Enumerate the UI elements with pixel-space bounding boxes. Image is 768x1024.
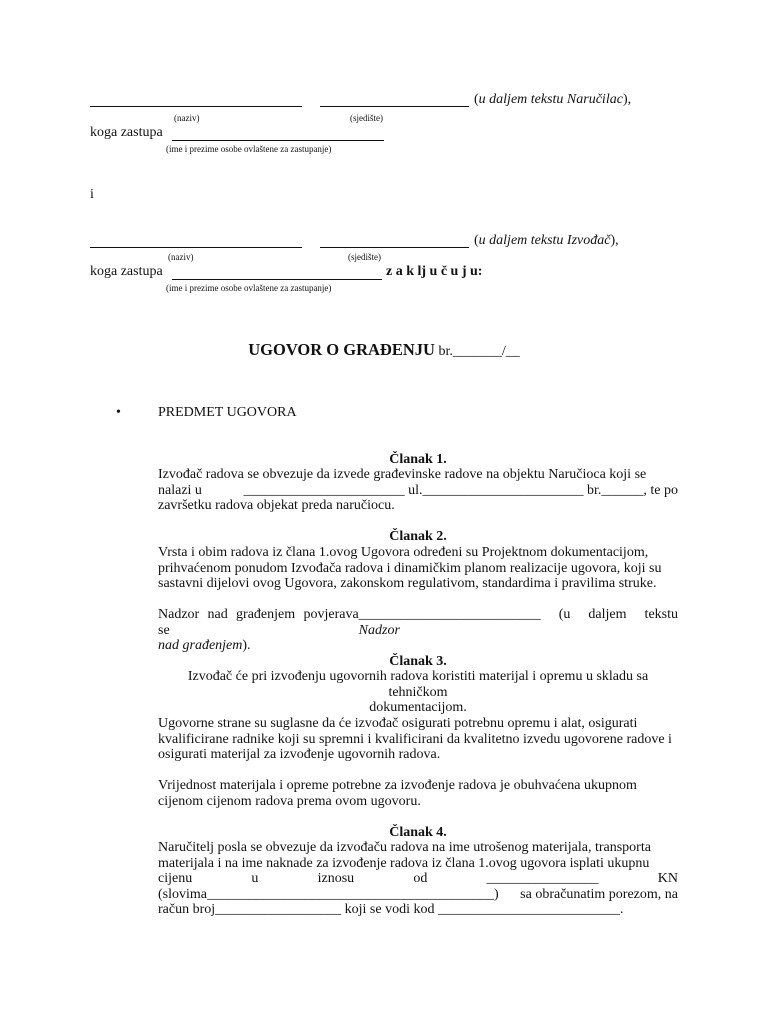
party2-naziv-label: (naziv) [168, 252, 194, 262]
article-4-line-2: materijala i na ime naknade za izvođenje radova iz člana 1.ovog ugovora isplati ukupnu [158, 855, 650, 871]
party1-koga-zastupa: koga zastupa [90, 125, 163, 140]
party2-name-line[interactable] [90, 235, 302, 248]
contract-title-main: UGOVOR O GRAĐENJU [248, 340, 435, 359]
party1-representative-line[interactable] [172, 128, 384, 141]
section-heading: PREDMET UGOVORA [158, 405, 297, 420]
party1-seat-line[interactable] [320, 94, 469, 107]
article-4-line-1: Naručitelj posla se obvezuje da izvođaču radova na ime utrošenog materijala, transporta [158, 840, 651, 855]
article-1-line-3: završetku radova objekat preda naručiocu. [158, 498, 395, 513]
zakljucuju-text: z a k lj u č u j u: [386, 264, 483, 279]
article-2-line-3: sastavni dijelovi ovog Ugovora, zakonskom regulativom, standardima i pravilima struke. [158, 576, 657, 591]
article-1-body [158, 467, 678, 514]
nadzor-line-2: nad građenjem). [158, 638, 251, 653]
article-4-line-5[interactable]: račun broj__________________ koji se vodi kod __________________________. [158, 902, 624, 917]
contract-number[interactable]: br._______/__ [438, 344, 520, 359]
article-3-paragraph-2: Vrijednost materijala i opreme potrebne za izvođenje radova je obuhvaćena ukupnom cijenom cijenom radova prema ovom ugovoru. [158, 778, 637, 809]
article-1-line-2: nalazi u _______________________ ul._______________________ br.______, te po [158, 482, 678, 498]
party2-koga-zastupa: koga zastupa [90, 264, 163, 279]
article-2-line-2: prihvaćenom ponudom Izvođača radova i dinamičkim planom realizacije ugovora, koji su [158, 560, 662, 576]
contract-title [0, 340, 768, 360]
article-2-nadzor [158, 607, 678, 654]
party1-naziv-label: (naziv) [174, 113, 200, 123]
article-2-heading: Članak 2. [389, 529, 447, 544]
party1-suffix: (u daljem tekstu Naručilac), [474, 92, 632, 107]
article-2-line-1: Vrsta i obim radova iz člana 1.ovog Ugovora određeni su Projektnom dokumentacijom, [158, 545, 649, 560]
article-3-paragraph-1: Ugovorne strane su suglasne da će izvođač osigurati potrebnu opremu i alat, osigurati kvalificirane radnike koji su spremni i kvalificirani da kvalitetno izvedu ugovorene radove i osigurati materijal za izvođenje ugovornih radova. [158, 716, 672, 762]
article-3-centered: Izvođač će pri izvođenju ugovornih radova koristiti materijal i opremu u skladu sa tehničkom dokumentacijom. [187, 669, 649, 715]
article-2-body [158, 545, 678, 592]
party1-ovlastena-label: (ime i prezime osobe ovlaštene za zastupanje) [166, 144, 332, 154]
article-4-heading: Članak 4. [389, 825, 447, 840]
article-1-heading: Članak 1. [389, 452, 447, 467]
party2-seat-line[interactable] [320, 235, 469, 248]
article-4-body [158, 840, 678, 918]
nadzor-line-1: Nadzor nad građenjem povjerava se __________________________ (u daljem tekstu Nadzor [158, 607, 678, 638]
article-1-line-1: Izvođač radova se obvezuje da izvede građevinske radove na objektu Naručioca koji se [158, 467, 647, 482]
section-bullet: • [116, 405, 121, 420]
conjunction-i: i [90, 187, 94, 202]
article-4-line-4: (slovima_________________________________________) sa obračunatim porezom, na [158, 886, 678, 902]
party2-suffix: (u daljem tekstu Izvođač), [474, 233, 619, 248]
party2-ovlastena-label: (ime i prezime osobe ovlaštene za zastupanje) [166, 283, 332, 293]
article-4-line-3: cijenu u iznosu od ________________ KN [158, 871, 678, 886]
article-3-heading: Članak 3. [389, 654, 447, 669]
party2-sjediste-label: (sjedište) [348, 252, 381, 262]
party1-sjediste-label: (sjedište) [350, 113, 383, 123]
party1-name-line[interactable] [90, 94, 302, 107]
party2-representative-line[interactable] [172, 267, 382, 280]
